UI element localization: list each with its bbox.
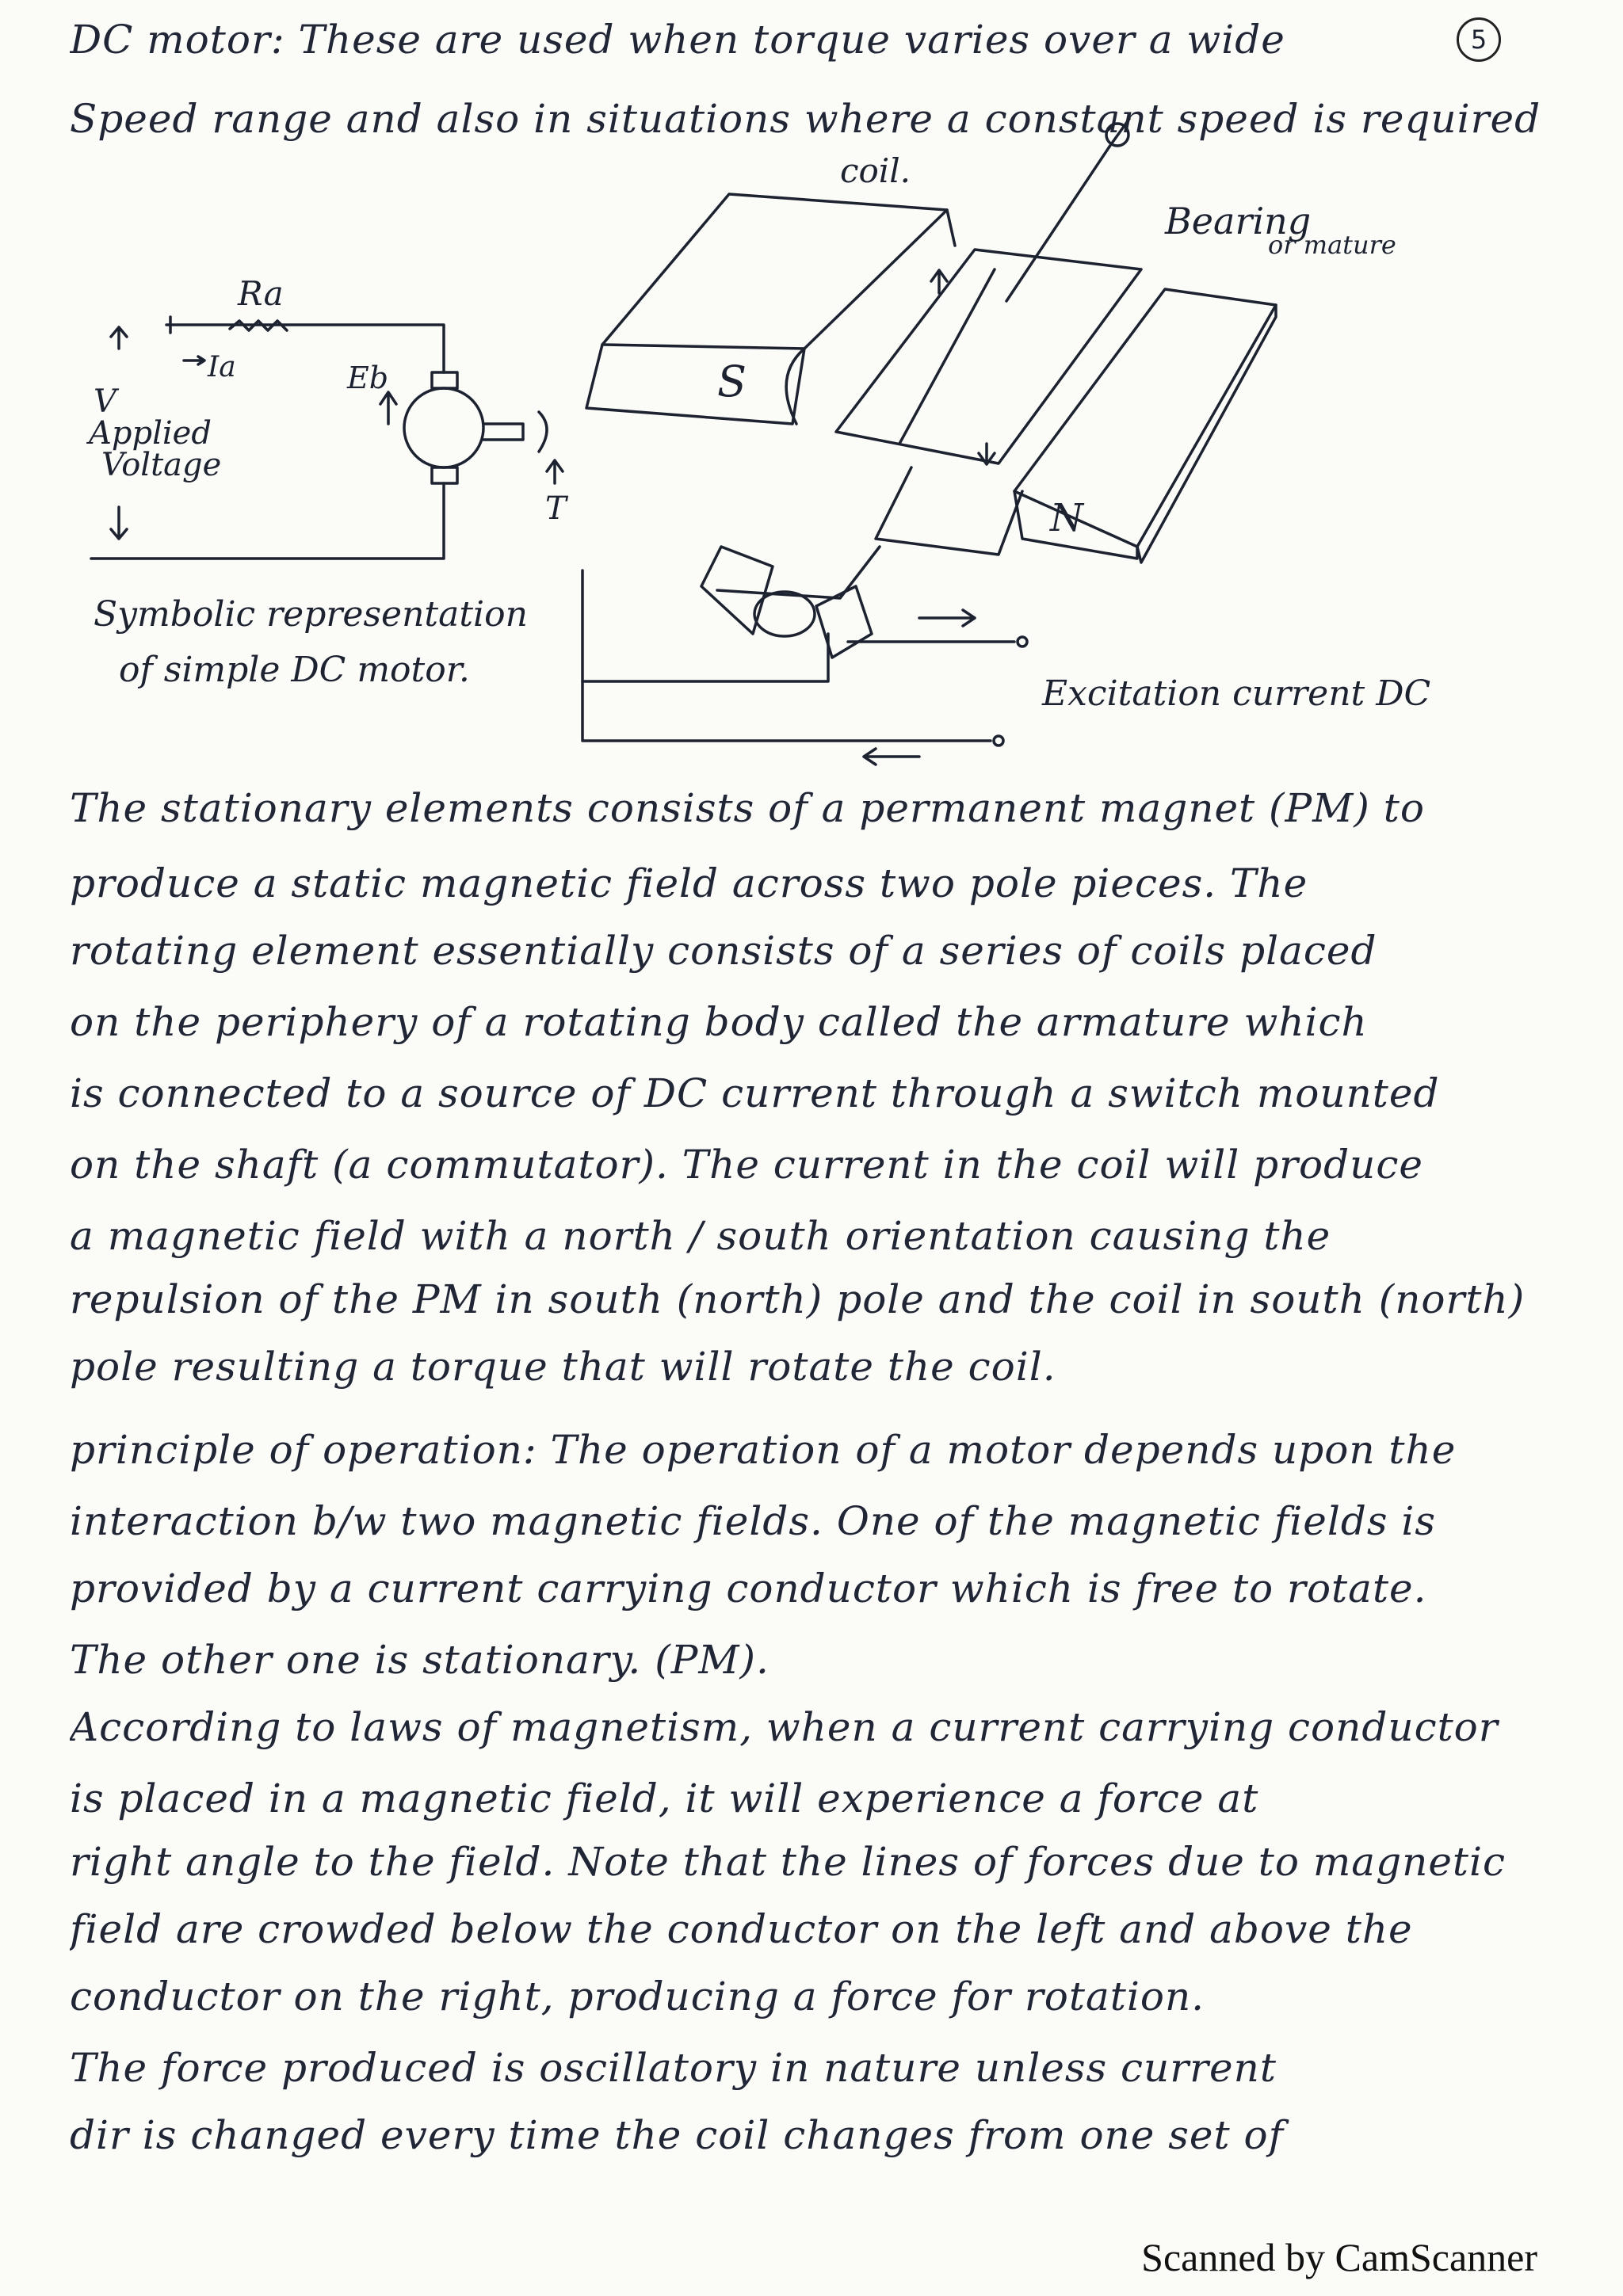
body-line-12: provided by a current carrying conductor which is free to rotate. bbox=[70, 1566, 1427, 1611]
body-line-20: dir is changed every time the coil changes from one set of bbox=[70, 2112, 1285, 2158]
body-line-11: interaction b/w two magnetic fields. One of the magnetic fields is bbox=[70, 1498, 1437, 1544]
label-armature: or mature bbox=[1268, 230, 1396, 260]
label-voltage: Voltage bbox=[101, 447, 222, 483]
coil-inner-line bbox=[899, 269, 995, 444]
body-line-15: is placed in a magnetic field, it will experience a force at bbox=[70, 1775, 1259, 1821]
excitation-circuit bbox=[582, 570, 1027, 765]
caption-line-2: of simple DC motor. bbox=[119, 650, 470, 690]
caption-line-1: Symbolic representation bbox=[94, 594, 528, 635]
torque-arrow bbox=[547, 460, 563, 483]
body-line-19: The force produced is oscillatory in nature unless current bbox=[70, 2045, 1277, 2091]
scanner-watermark: Scanned by CamScanner bbox=[1141, 2235, 1537, 2279]
page-number: 5 bbox=[1457, 17, 1501, 62]
label-applied: Applied bbox=[89, 415, 212, 452]
label-torque: T bbox=[545, 490, 567, 527]
label-s-pole: S bbox=[717, 357, 747, 406]
body-line-16: right angle to the field. Note that the lines of forces due to magnetic bbox=[70, 1839, 1506, 1885]
s-pole-top bbox=[602, 194, 947, 349]
body-line-2: produce a static magnetic field across two pole pieces. The bbox=[70, 860, 1308, 906]
terminal-top bbox=[1018, 637, 1027, 646]
label-ia: Ia bbox=[208, 351, 236, 383]
circuit-bottom-wire bbox=[91, 483, 444, 559]
label-excitation: Excitation current DC bbox=[1042, 673, 1431, 714]
body-line-18: conductor on the right, producing a force for rotation. bbox=[70, 1974, 1205, 2019]
torque-arc bbox=[539, 412, 547, 452]
body-line-4: on the periphery of a rotating body called the armature which bbox=[70, 999, 1368, 1045]
body-line-3: rotating element essentially consists of a series of coils placed bbox=[70, 928, 1377, 974]
label-eb: Eb bbox=[347, 360, 389, 395]
body-line-14: According to laws of magnetism, when a current carrying conductor bbox=[70, 1704, 1499, 1750]
label-ra: Ra bbox=[238, 274, 284, 313]
eb-arrow bbox=[380, 392, 396, 424]
body-line-1: The stationary elements consists of a permanent magnet (PM) to bbox=[70, 785, 1425, 831]
intro-line-1: DC motor: These are used when torque varies over a wide bbox=[70, 17, 1285, 63]
body-line-17: field are crowded below the conductor on the left and above the bbox=[70, 1906, 1413, 1952]
armature-body bbox=[876, 467, 1022, 555]
current-ia-arrow bbox=[184, 357, 204, 364]
bearing-leader bbox=[1006, 147, 1109, 301]
body-line-8: repulsion of the PM in south (north) pole and the coil in south (north) bbox=[70, 1276, 1526, 1322]
terminal-bottom bbox=[994, 736, 1003, 746]
s-pole-edge bbox=[947, 210, 955, 246]
excitation-loop-wire bbox=[582, 570, 828, 681]
body-line-7: a magnetic field with a north / south orientation causing the bbox=[70, 1213, 1331, 1259]
intro-line-2: Speed range and also in situations where a constant speed is required bbox=[70, 96, 1541, 142]
brush-bottom bbox=[432, 467, 457, 483]
excitation-arrow-left bbox=[864, 749, 919, 765]
label-coil: coil. bbox=[840, 151, 911, 190]
excitation-arrow-right bbox=[919, 610, 975, 626]
label-n-pole: N bbox=[1050, 496, 1083, 540]
body-line-10: principle of operation: The operation of a motor depends upon the bbox=[70, 1427, 1457, 1473]
voltage-down-arrow bbox=[111, 507, 127, 539]
s-pole-face bbox=[586, 345, 804, 424]
armature-symbol bbox=[404, 388, 483, 467]
label-bearing: Bearing bbox=[1165, 200, 1312, 242]
body-line-6: on the shaft (a commutator). The current in the coil will produce bbox=[70, 1142, 1423, 1188]
body-line-5: is connected to a source of DC current through a switch mounted bbox=[70, 1070, 1440, 1116]
brush-top bbox=[432, 372, 457, 388]
commutator-ring bbox=[754, 592, 815, 636]
label-v: V bbox=[94, 383, 116, 420]
excitation-wire-bottom bbox=[582, 681, 991, 741]
body-line-9: pole resulting a torque that will rotate the coil. bbox=[70, 1344, 1056, 1390]
voltage-up-arrow bbox=[111, 327, 127, 349]
motor-shaft bbox=[483, 424, 523, 440]
dc-motor-figure bbox=[0, 0, 1623, 776]
body-line-13: The other one is stationary. (PM). bbox=[70, 1637, 769, 1683]
